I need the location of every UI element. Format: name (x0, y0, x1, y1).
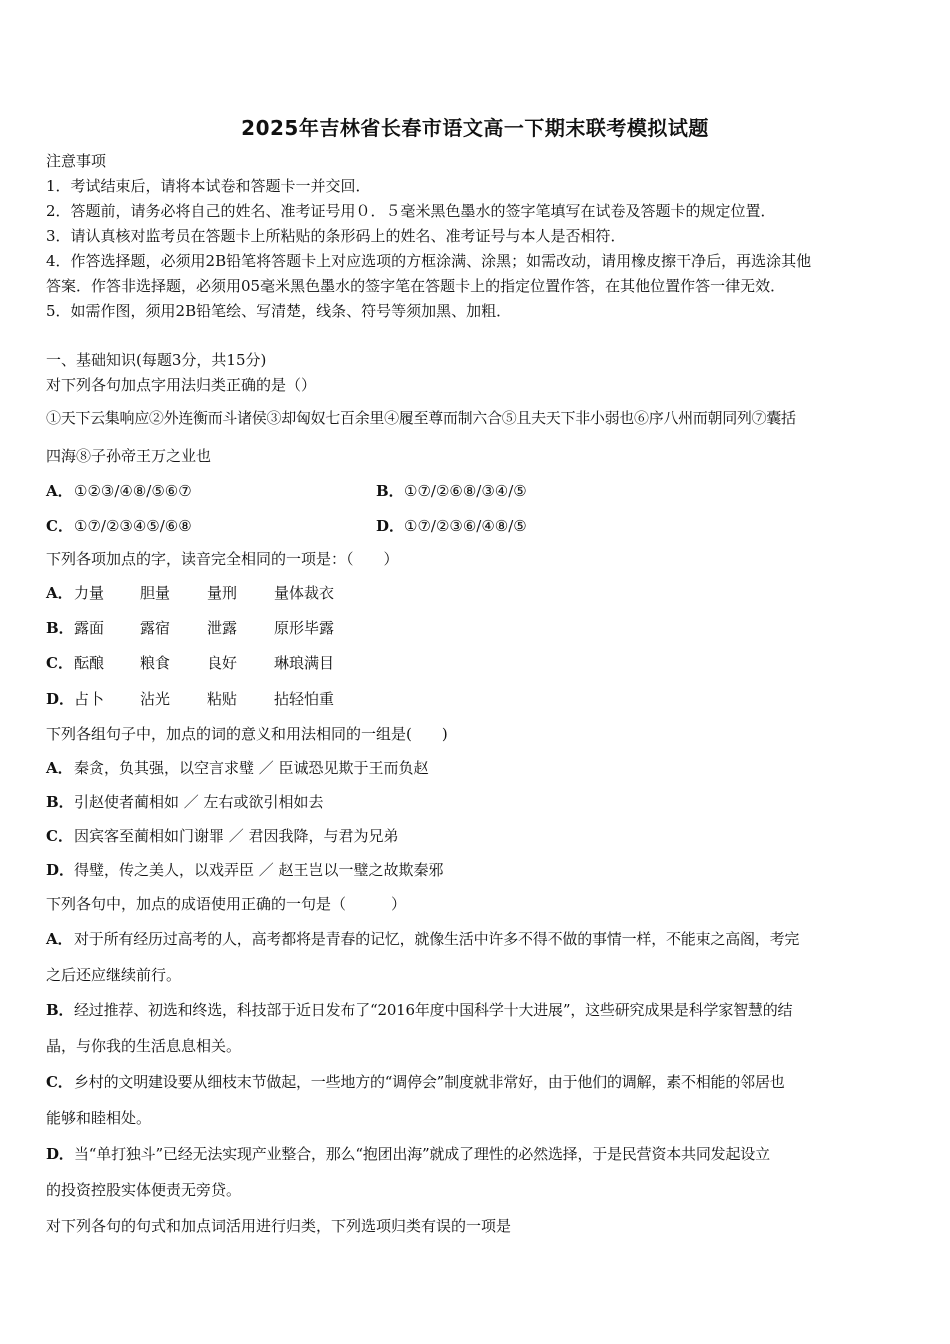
option-letter: B． (46, 1001, 74, 1019)
q2-stem: 下列各项加点的字，读音完全相同的一项是：（ ） (46, 550, 399, 568)
q4-option-b-cont: 晶，与你我的生活息息相关。 (46, 1037, 242, 1055)
page-title: 2025年吉林省长春市语文高一下期末联考模拟试题 (241, 116, 709, 140)
q1-option-c (46, 516, 192, 536)
q1-option-d (376, 516, 527, 536)
q3-option-c (46, 826, 399, 846)
option-word: 露宿 (140, 619, 171, 637)
notice-heading: 注意事项 (46, 152, 107, 170)
q4-option-b (46, 1000, 792, 1020)
q4-option-a-cont: 之后还应继续前行。 (46, 966, 182, 984)
notice-item-4: 4．作答选择题，必须用2B铅笔将答题卡上对应选项的方框涂满、涂黑；如需改动，请用橡皮擦干净后，再选涂其他 (46, 252, 812, 270)
option-letter: D． (46, 1145, 74, 1163)
option-letter: A． (46, 584, 73, 602)
option-text: 对于所有经历过高考的人，高考都将是青春的记忆，就像生活中许多不得不做的事情一样，不能束之高阁，考完 (74, 930, 800, 948)
notice-item-3: 3．请认真核对监考员在答题卡上所粘贴的条形码上的姓名、准考证号与本人是否相符． (46, 227, 626, 245)
option-text: ①⑦/②③⑥/④⑧/⑤ (404, 517, 527, 535)
option-text: 因宾客至蔺相如门谢罪 ／ 君因我降，与君为兄弟 (74, 827, 399, 845)
option-text: ①⑦/②⑥⑧/③④/⑤ (404, 482, 527, 500)
option-letter: C． (46, 1073, 73, 1091)
option-word: 良好 (207, 654, 238, 672)
option-text: ①②③/④⑧/⑤⑥⑦ (74, 482, 192, 500)
option-text: 引赵使者蔺相如 ／ 左右或欲引相如去 (74, 793, 324, 811)
q2-option-d (46, 689, 334, 709)
q1-text-line2: 四海⑧子孙帝王万之业也 (46, 447, 212, 465)
option-word: 琳琅满目 (274, 654, 335, 672)
option-letter: C． (46, 827, 73, 845)
option-word: 原形毕露 (274, 619, 335, 637)
q4-option-d-cont: 的投资控股实体便责无旁贷。 (46, 1181, 242, 1199)
option-text: 秦贪，负其强，以空言求璧 ／ 臣诚恐见欺于王而负赵 (74, 759, 429, 777)
q2-option-c (46, 653, 334, 673)
option-letter: A． (46, 759, 73, 777)
option-letter: B． (46, 793, 74, 811)
option-word: 酝酿 (74, 654, 105, 672)
q1-option-b (376, 481, 527, 501)
q5-stem: 对下列各句的句式和加点词活用进行归类，下列选项归类有误的一项是 (46, 1217, 512, 1235)
section1-heading: 一、基础知识(每题3分，共15分) (46, 351, 267, 369)
option-letter: A． (46, 482, 73, 500)
q3-option-d (46, 860, 444, 880)
q2-option-b (46, 618, 334, 638)
q4-option-c (46, 1072, 785, 1092)
notice-item-1: 1．考试结束后，请将本试卷和答题卡一并交回． (46, 177, 371, 195)
q1-text-line1: ①天下云集响应②外连衡而斗诸侯③却匈奴七百余里④履至尊而制六合⑤且夫天下非小弱也⑥序八州而朝同列⑦囊括 (46, 409, 796, 427)
q4-option-a (46, 929, 799, 949)
option-letter: A． (46, 930, 73, 948)
q4-option-c-cont: 能够和睦相处。 (46, 1109, 152, 1127)
q3-option-b (46, 792, 324, 812)
option-text: 得璧，传之美人，以戏弄臣 ／ 赵王岂以一璧之故欺秦邪 (74, 861, 444, 879)
option-word: 占卜 (74, 690, 105, 708)
q2-option-a (46, 583, 334, 603)
option-word: 沾光 (140, 690, 171, 708)
option-word: 胆量 (140, 584, 171, 602)
option-word: 力量 (74, 584, 105, 602)
option-word: 量体裁衣 (274, 584, 335, 602)
option-letter: C． (46, 654, 73, 672)
notice-item-2: 2．答题前，请务必将自己的姓名、准考证号用０．５毫米黑色墨水的签字笔填写在试卷及答题卡的规定位置． (46, 202, 776, 220)
q3-option-a (46, 758, 429, 778)
notice-item-4-cont: 答案．作答非选择题，必须用05毫米黑色墨水的签字笔在答题卡上的指定位置作答，在其他位置作答一律无效． (46, 277, 786, 295)
q1-stem: 对下列各句加点字用法归类正确的是（） (46, 376, 317, 394)
option-text: 经过推荐、初选和终选，科技部于近日发布了“2016年度中国科学十大进展”，这些研究成果是科学家智慧的结 (74, 1001, 793, 1019)
q4-option-d (46, 1144, 770, 1164)
option-letter: D． (46, 690, 75, 708)
option-word: 粘贴 (207, 690, 238, 708)
option-word: 粮食 (140, 654, 171, 672)
option-text: ①⑦/②③④⑤/⑥⑧ (74, 517, 192, 535)
option-letter: B． (46, 619, 74, 637)
option-letter: B． (376, 482, 404, 500)
option-word: 量刑 (207, 584, 238, 602)
option-word: 露面 (74, 619, 105, 637)
option-word: 拈轻怕重 (274, 690, 335, 708)
option-letter: D． (46, 861, 75, 879)
q3-stem: 下列各组句子中，加点的词的意义和用法相同的一组是( ) (46, 725, 448, 743)
option-word: 泄露 (207, 619, 238, 637)
q4-stem: 下列各句中，加点的成语使用正确的一句是（ ） (46, 895, 407, 913)
notice-item-5: 5．如需作图，须用2B铅笔绘、写清楚，线条、符号等须加黑、加粗． (46, 302, 512, 320)
option-text: 当“单打独斗”已经无法实现产业整合，那么“抱团出海”就成了理性的必然选择，于是民营资本共同发起设立 (74, 1145, 770, 1163)
q1-option-a (46, 481, 192, 501)
option-letter: D． (376, 517, 405, 535)
option-letter: C． (46, 517, 73, 535)
option-text: 乡村的文明建设要从细枝末节做起，一些地方的“调停会”制度就非常好，由于他们的调解，素不相能的邻居也 (74, 1073, 785, 1091)
